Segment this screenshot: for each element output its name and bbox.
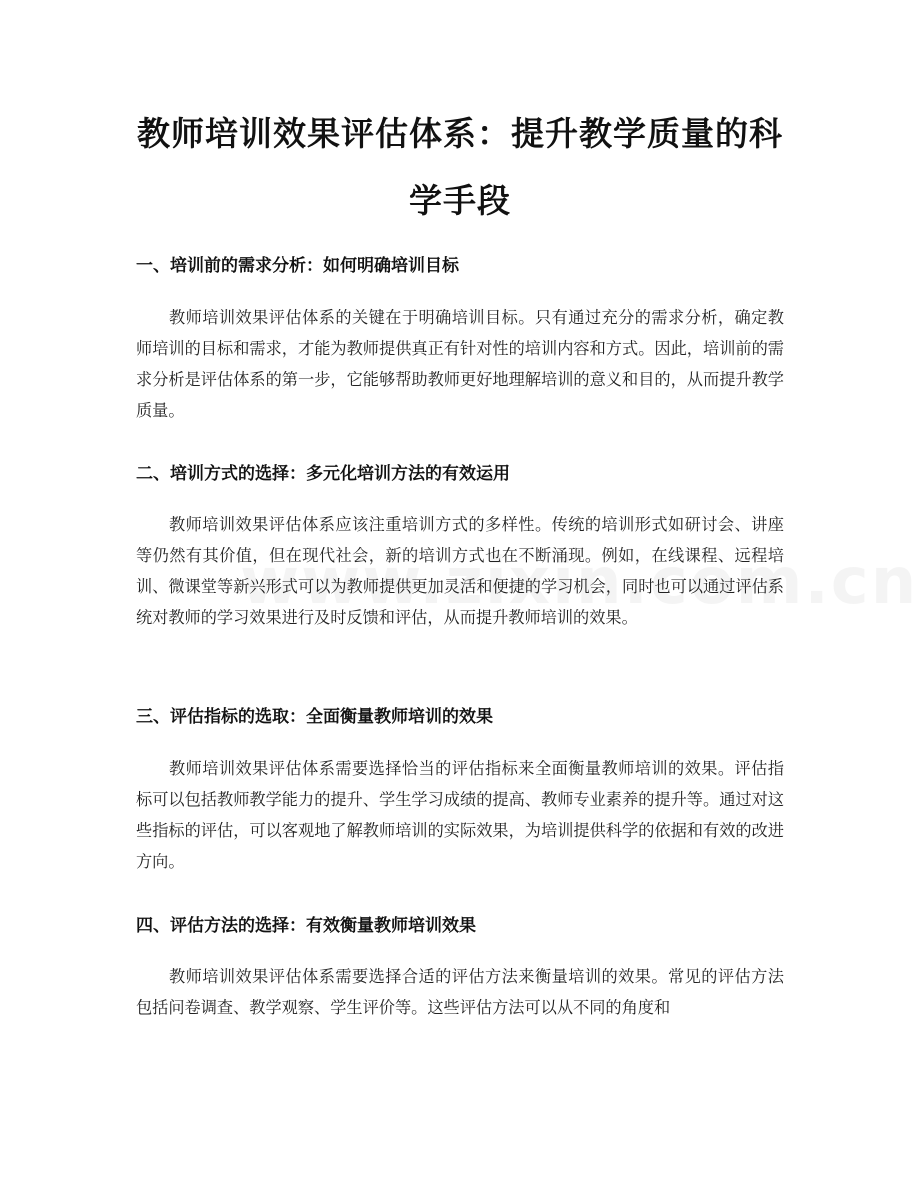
section-heading-1: 一、培训前的需求分析：如何明确培训目标 (136, 256, 459, 276)
document-title: 教师培训效果评估体系：提升教学质量的科学手段 (137, 114, 783, 220)
section-heading-4: 四、评估方法的选择：有效衡量教师培训效果 (136, 916, 476, 936)
section-paragraph-1: 教师培训效果评估体系的关键在于明确培训目标。只有通过充分的需求分析，确定教师培训的目标和需求，才能为教师提供真正有针对性的培训内容和方式。因此，培训前的需求分析是评估体系的第一步，它能够帮助教师更好地理解培训的意义和目的，从而提升教学质量。 (136, 308, 784, 420)
section-paragraph-2: 教师培训效果评估体系应该注重培训方式的多样性。传统的培训形式如研讨会、讲座等仍然有其价值，但在现代社会，新的培训方式也在不断涌现。例如，在线课程、远程培训、微课堂等新兴形式可以为教师提供更加灵活和便捷的学习机会，同时也可以通过评估系统对教师的学习效果进行及时反馈和评估，从而提升教师培训的效果。 (136, 515, 784, 627)
section-heading-2: 二、培训方式的选择：多元化培训方法的有效运用 (136, 464, 510, 484)
section-paragraph-4: 教师培训效果评估体系需要选择合适的评估方法来衡量培训的效果。常见的评估方法包括问卷调查、教学观察、学生评价等。这些评估方法可以从不同的角度和 (136, 967, 784, 1017)
section-heading-3: 三、评估指标的选取：全面衡量教师培训的效果 (136, 707, 493, 727)
section-paragraph-3: 教师培训效果评估体系需要选择恰当的评估指标来全面衡量教师培训的效果。评估指标可以包括教师教学能力的提升、学生学习成绩的提高、教师专业素养的提升等。通过对这些指标的评估，可以客观地了解教师培训的实际效果，为培训提供科学的依据和有效的改进方向。 (136, 759, 784, 871)
